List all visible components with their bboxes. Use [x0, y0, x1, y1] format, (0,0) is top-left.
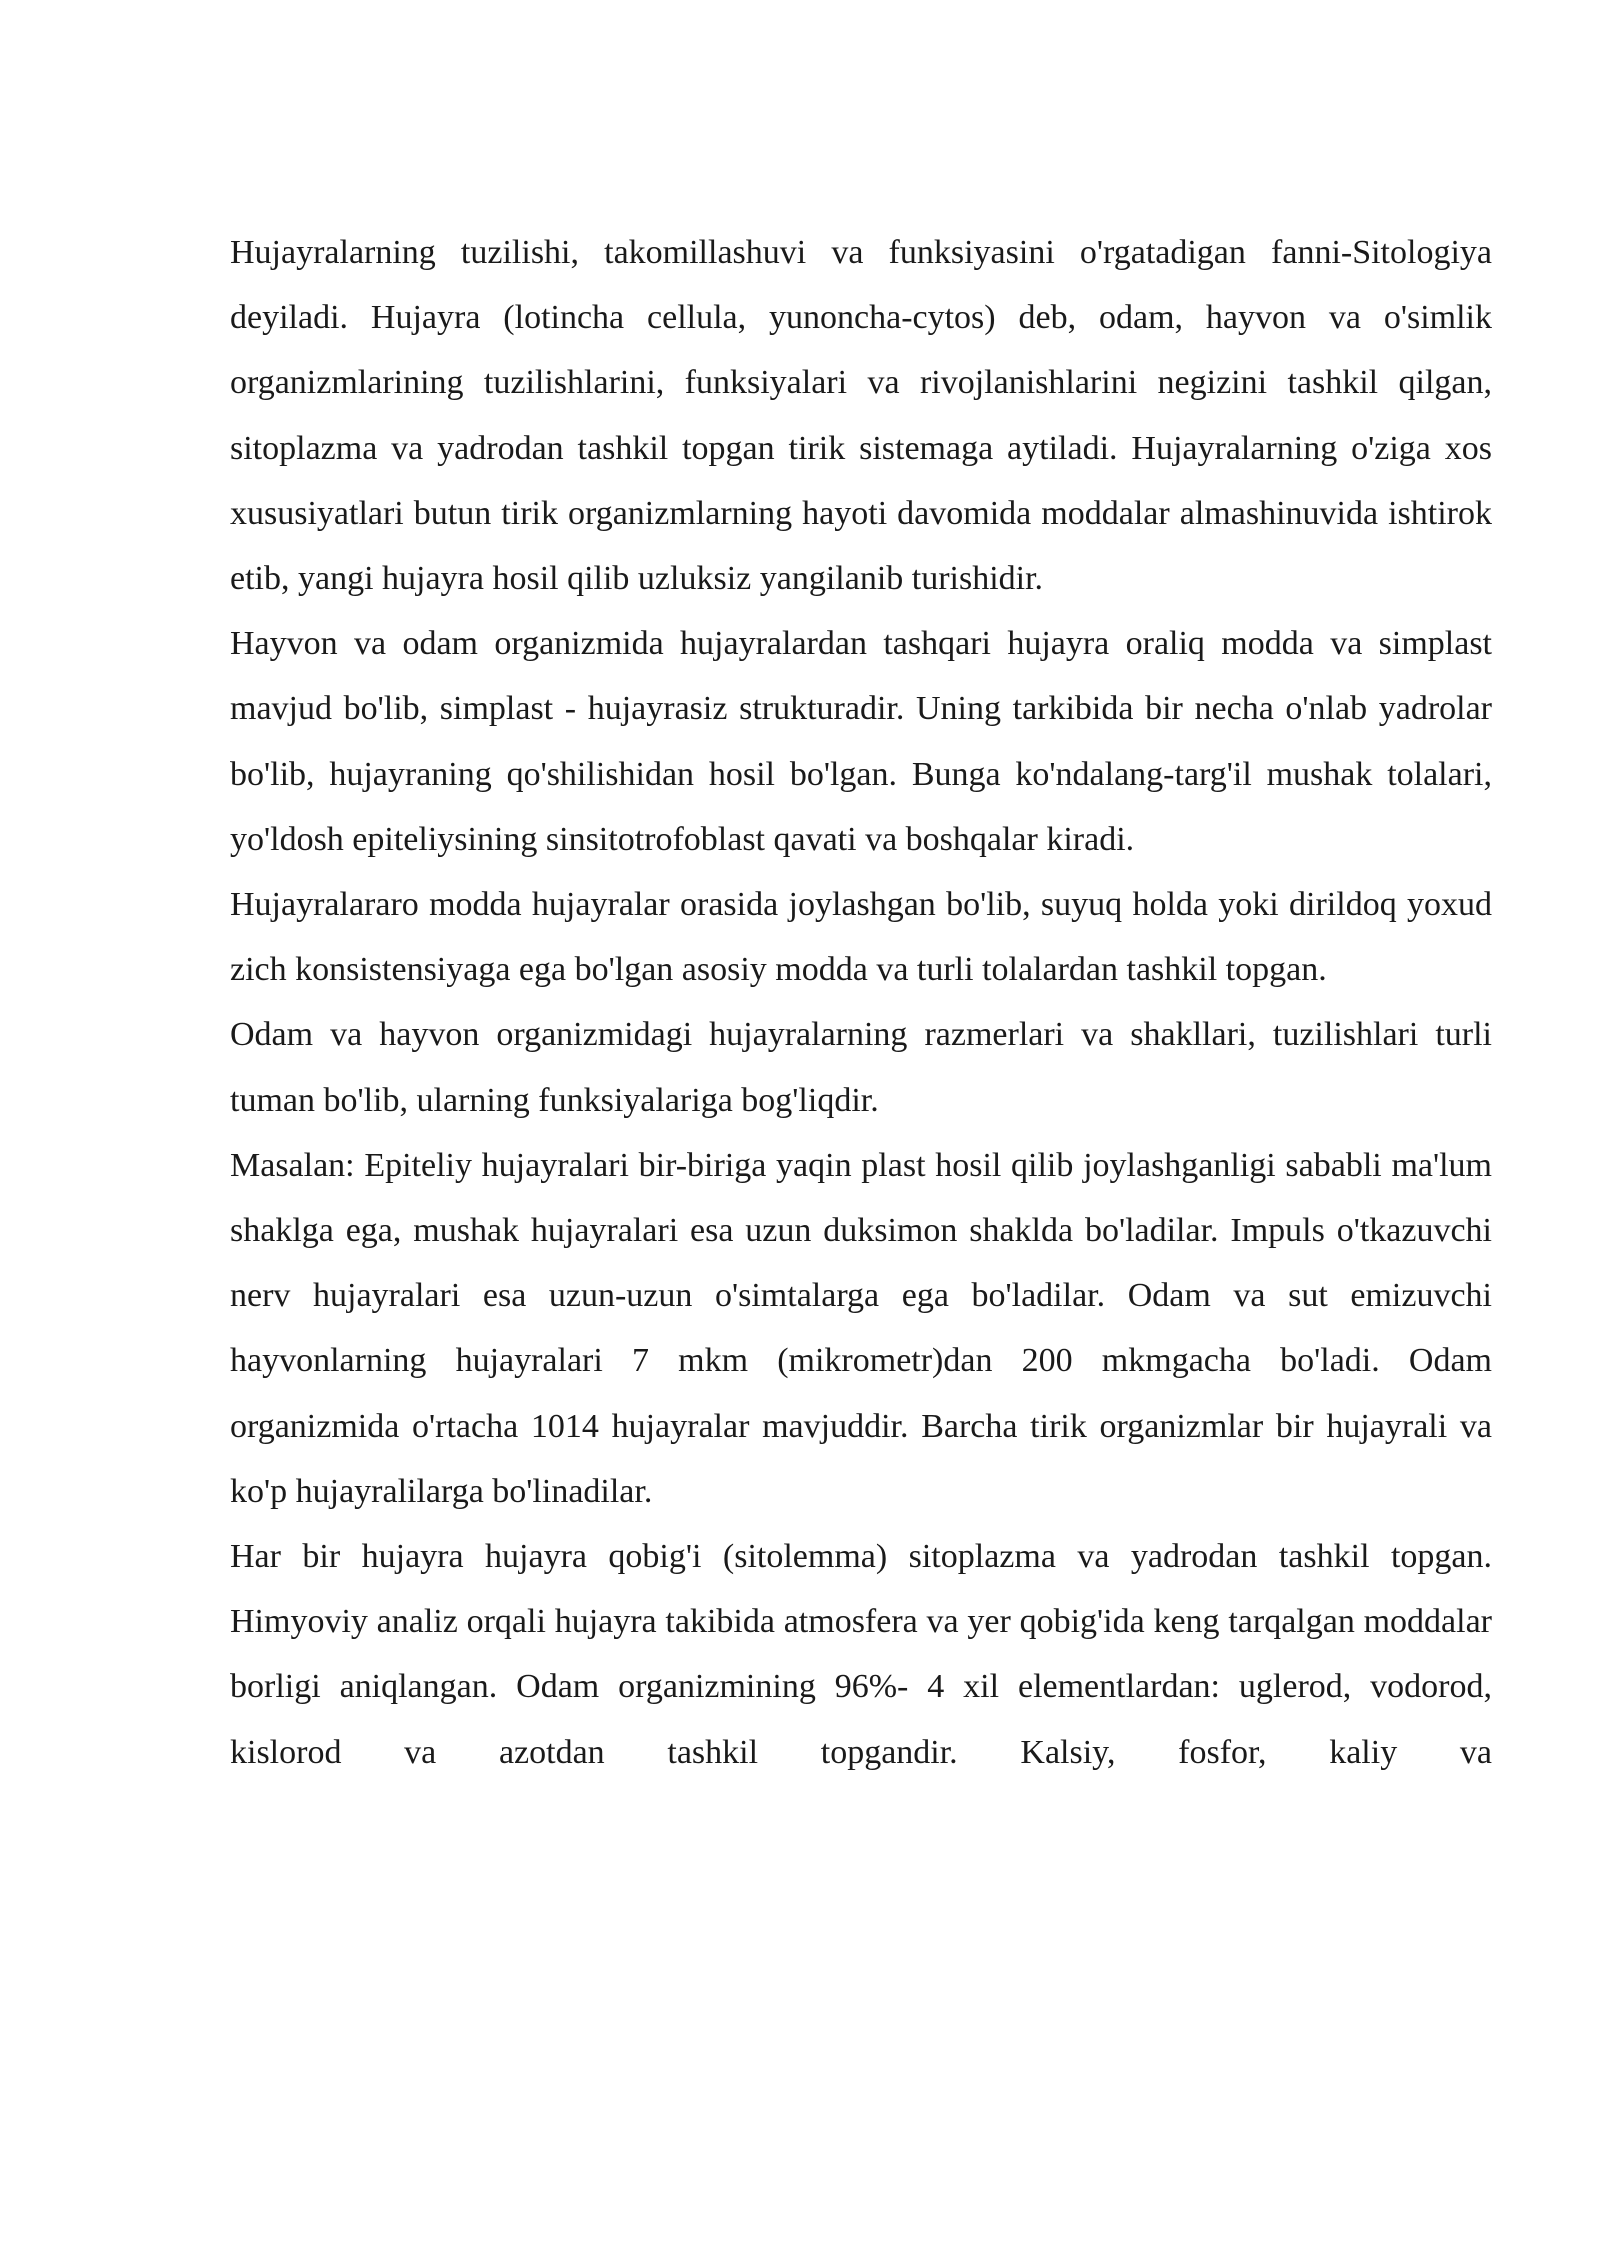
- paragraph-cell-definition: Hujayralarning tuzilishi, takomillashuvi va funksiyasini o'rgatadigan fanni-Sitologiya deyiladi. Hujayra (lotincha cellula, yunoncha-cytos) deb, odam, hayvon va o'simlik organizmlarining tuzilishlarini, funksiyalari va rivojlanishlarini negizini tashkil qilgan, sitoplazma va yadrodan tashkil topgan tirik sistemaga aytiladi. Hujayralarning o'ziga xos xususiyatlari butun tirik organizmlarning hayoti davomida moddalar almashinuvida ishtirok etib, yangi hujayra hosil qilib uzluksiz yangilanib turishidir.: [230, 234, 1492, 598]
- paragraph-cell-shapes: Odam va hayvon organizmidagi hujayralarning razmerlari va shakllari, tuzilishlari turli tuman bo'lib, ularning funksiyalariga bog'liqdir.: [230, 1016, 1492, 1119]
- paragraph-examples: Masalan: Epiteliy hujayralari bir-biriga yaqin plast hosil qilib joylashganligi sababli ma'lum shaklga ega, mushak hujayralari esa uzun duksimon shaklda bo'ladilar. Impuls o'tkazuvchi nerv hujayralari esa uzun-uzun o'simtalarga ega bo'ladilar. Odam va sut emizuvchi hayvonlarning hujayralari 7 mkm (mikrometr)dan 200 mkmgacha bo'ladi. Odam organizmida o'rtacha 1014 hujayralar mavjuddir. Barcha tirik organizmlar bir hujayrali va ko'p hujayralilarga bo'linadilar.: [230, 1146, 1492, 1510]
- body-text: [230, 220, 1492, 1785]
- paragraph-simplast: Hayvon va odam organizmida hujayralardan tashqari hujayra oraliq modda va simplast mavjud bo'lib, simplast - hujayrasiz strukturadir. Uning tarkibida bir necha o'nlab yadrolar bo'lib, hujayraning qo'shilishidan hosil bo'lgan. Bunga ko'ndalang-targ'il mushak tolalari, yo'ldosh epiteliysining sinsitotrofoblast qavati va boshqalar kiradi.: [230, 625, 1492, 858]
- paragraph-cell-composition: Har bir hujayra hujayra qobig'i (sitolemma) sitoplazma va yadrodan tashkil topgan. Himyoviy analiz orqali hujayra takibida atmosfera va yer qobig'ida keng tarqalgan moddalar borligi aniqlangan. Odam organizmining 96%- 4 xil elementlardan: uglerod, vodorod, kislorod va azotdan tashkil topgandir. Kalsiy, fosfor, kaliy va: [230, 1538, 1492, 1771]
- paragraph-intercellular-substance: Hujayralararo modda hujayralar orasida joylashgan bo'lib, suyuq holda yoki dirildoq yoxud zich konsistensiyaga ega bo'lgan asosiy modda va turli tolalardan tashkil topgan.: [230, 886, 1492, 989]
